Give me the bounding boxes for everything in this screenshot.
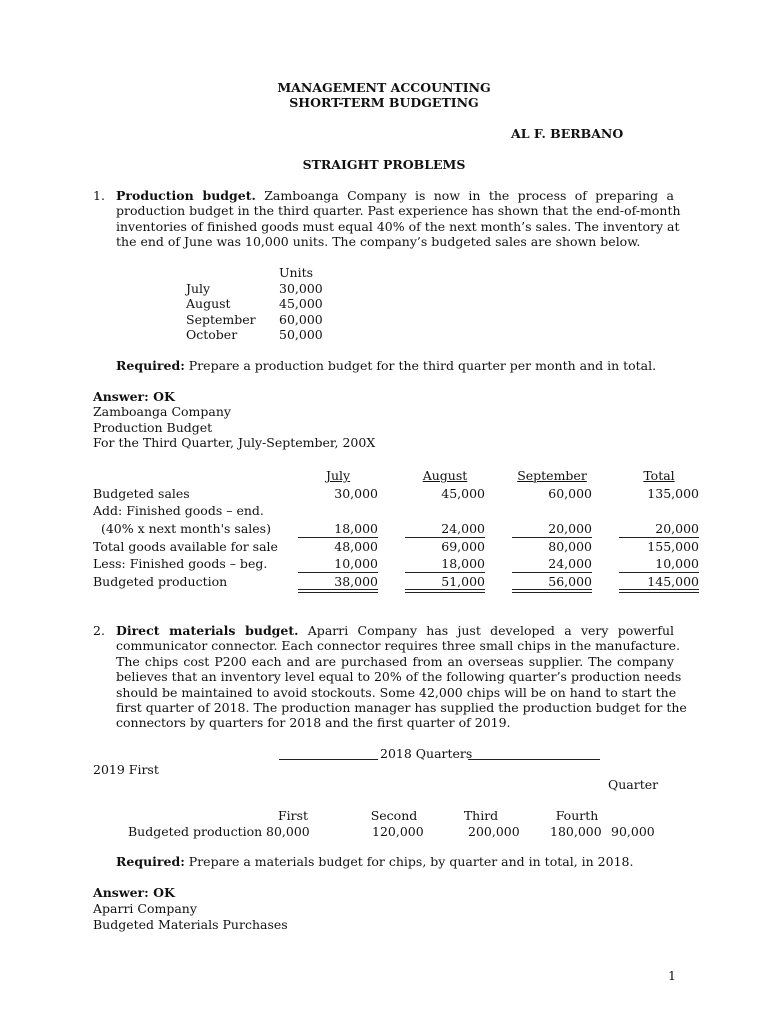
required-text: Prepare a production budget for the third quarter per month and in total. xyxy=(184,358,657,373)
answer-label: Answer: OK xyxy=(93,885,175,900)
sales-units: 50,000 xyxy=(279,327,323,342)
cell-value: 10,000 xyxy=(655,556,699,571)
quarter-column: Second xyxy=(370,808,418,823)
quarter-column: First xyxy=(277,808,309,823)
header-rule xyxy=(279,759,378,760)
cell-value: 20,000 xyxy=(655,521,699,536)
problem-1-line: production budget in the third quarter. Past experience has shown that the end-of-month xyxy=(116,203,681,219)
cell-value: 200,000 xyxy=(468,824,520,839)
company-name: Zamboanga Company xyxy=(93,404,231,419)
row-label: Total goods available for sale xyxy=(93,539,278,554)
problem-2-line: connectors by quarters for 2018 and the first quarter of 2019. xyxy=(116,715,511,731)
problem-1-text xyxy=(116,188,681,250)
cell-value: 80,000 xyxy=(266,824,310,839)
sales-month: October xyxy=(186,327,238,342)
quarter-column: Fourth xyxy=(555,808,599,823)
row-label: Budgeted sales xyxy=(93,486,190,501)
page-number: 1 xyxy=(668,968,676,983)
double-underline-rule xyxy=(512,589,592,593)
underline-rule xyxy=(298,537,378,538)
cell-value: 135,000 xyxy=(647,486,699,501)
answer-label: Answer: OK xyxy=(93,389,175,404)
cell-value: 56,000 xyxy=(548,574,592,589)
company-name: Aparri Company xyxy=(93,901,197,916)
problem-1-line: inventories of finished goods must equal 40% of the next month’s sales. The inventory at xyxy=(116,218,680,234)
problem-2-line: Aparri Company has just developed a very powerful xyxy=(298,623,675,638)
column-header: August xyxy=(422,468,468,483)
problem-2-line: should be maintained to avoid stockouts. Some 42,000 chips will be on hand to start the xyxy=(116,684,677,700)
document-title: MANAGEMENT ACCOUNTING xyxy=(277,80,491,95)
section-heading: STRAIGHT PROBLEMS xyxy=(302,157,466,172)
sales-month: July xyxy=(186,281,211,296)
underline-rule xyxy=(512,572,592,573)
row-label: Add: Finished goods – end. xyxy=(93,503,264,518)
header-rule xyxy=(468,759,600,760)
cell-value: 69,000 xyxy=(441,539,485,554)
report-name: Budgeted Materials Purchases xyxy=(93,917,288,932)
document-subtitle: SHORT-TERM BUDGETING xyxy=(289,95,479,110)
column-header: July xyxy=(325,468,351,483)
cell-value: 48,000 xyxy=(334,539,378,554)
report-period: For the Third Quarter, July-September, 200X xyxy=(93,435,376,450)
required-label: Required: xyxy=(116,358,185,373)
cell-value: 180,000 xyxy=(550,824,602,839)
underline-rule xyxy=(619,537,699,538)
problem-2-line: The chips cost P200 each and are purchased from an overseas supplier. The company xyxy=(116,653,674,669)
problem-2-number: 2. xyxy=(93,623,105,638)
report-name: Production Budget xyxy=(93,420,213,435)
author-name: AL F. BERBANO xyxy=(511,126,624,141)
cell-value: 10,000 xyxy=(334,556,378,571)
problem-2-heading: Direct materials budget. xyxy=(116,623,299,638)
problem-2-required xyxy=(116,854,633,870)
double-underline-rule xyxy=(405,589,485,593)
quarters-header: 2018 Quarters xyxy=(380,746,473,761)
quarter-label: Quarter xyxy=(608,777,659,792)
underline-rule xyxy=(405,572,485,573)
cell-value: 45,000 xyxy=(441,486,485,501)
problem-2-line: communicator connector. Each connector requires three small chips in the manufacture. xyxy=(116,638,681,654)
sales-month: September xyxy=(186,312,256,327)
sales-units: 30,000 xyxy=(279,281,323,296)
cell-value: 24,000 xyxy=(441,521,485,536)
cell-value: 155,000 xyxy=(647,539,699,554)
problem-1-line: Zamboanga Company is now in the process of preparing a xyxy=(255,188,674,203)
problem-1-number: 1. xyxy=(93,188,105,203)
required-label: Required: xyxy=(116,854,185,869)
underline-rule xyxy=(619,572,699,573)
first-2019-label: 2019 First xyxy=(93,762,159,777)
column-header: Total xyxy=(643,468,675,483)
row-label: Less: Finished goods – beg. xyxy=(93,556,268,571)
cell-value: 51,000 xyxy=(441,574,485,589)
cell-value: 60,000 xyxy=(548,486,592,501)
problem-1-required xyxy=(116,358,656,374)
cell-value: 30,000 xyxy=(334,486,378,501)
cell-value: 80,000 xyxy=(548,539,592,554)
cell-value: 38,000 xyxy=(334,574,378,589)
cell-value: 24,000 xyxy=(548,556,592,571)
quarter-column: Third xyxy=(463,808,499,823)
cell-value: 120,000 xyxy=(372,824,424,839)
row-label: Budgeted production xyxy=(128,824,263,839)
row-label: Budgeted production xyxy=(93,574,228,589)
sales-units: 45,000 xyxy=(279,296,323,311)
cell-value: 90,000 xyxy=(611,824,655,839)
underline-rule xyxy=(512,537,592,538)
row-label: (40% x next month's sales) xyxy=(93,521,271,536)
problem-1-heading: Production budget. xyxy=(116,188,256,203)
cell-value: 145,000 xyxy=(647,574,699,589)
problem-2-text xyxy=(116,623,687,731)
units-header: Units xyxy=(279,265,314,280)
double-underline-rule xyxy=(298,589,378,593)
double-underline-rule xyxy=(619,589,699,593)
cell-value: 18,000 xyxy=(334,521,378,536)
column-header: September xyxy=(517,468,587,483)
problem-2-line: first quarter of 2018. The production manager has supplied the production budget for the xyxy=(116,699,687,715)
cell-value: 18,000 xyxy=(441,556,485,571)
sales-month: August xyxy=(186,296,231,311)
cell-value: 20,000 xyxy=(548,521,592,536)
problem-2-line: believes that an inventory level equal to 20% of the following quarter’s production needs xyxy=(116,669,682,685)
underline-rule xyxy=(405,537,485,538)
sales-units: 60,000 xyxy=(279,312,323,327)
problem-1-line: the end of June was 10,000 units. The company’s budgeted sales are shown below. xyxy=(116,234,641,250)
underline-rule xyxy=(298,572,378,573)
required-text: Prepare a materials budget for chips, by quarter and in total, in 2018. xyxy=(184,854,634,869)
